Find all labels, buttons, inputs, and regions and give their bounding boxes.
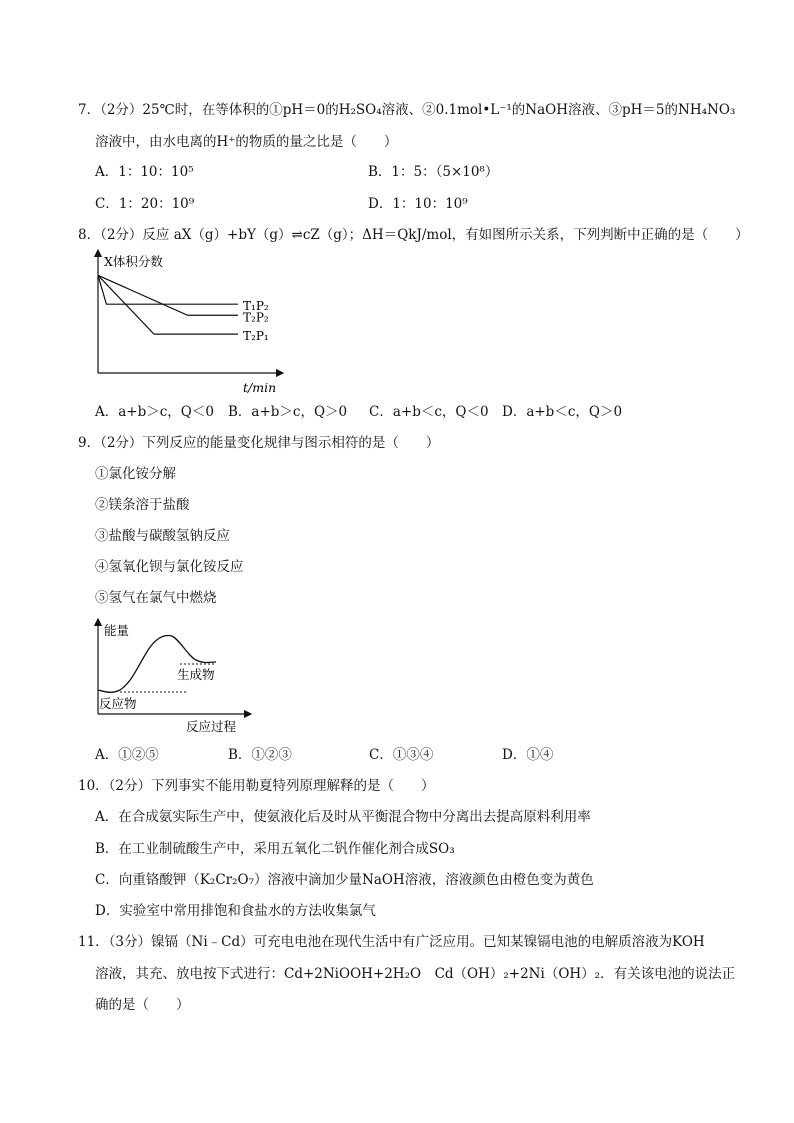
q9-item-3: ③盐酸与碳酸氢钠反应 — [95, 528, 230, 544]
q8-volume-fraction-graph — [88, 250, 298, 398]
q10-option-d: D．实验室中常用排饱和食盐水的方法收集氯气 — [95, 903, 376, 919]
q8-option-d: D．a+b＜c，Q＞0 — [502, 404, 623, 420]
q9-stem: 9．（2分）下列反应的能量变化规律与图示相符的是（ ） — [78, 435, 440, 451]
q9-item-2: ②镁条溶于盐酸 — [95, 497, 190, 513]
q9-energy-curve — [98, 636, 216, 693]
q10-option-c: C．向重铬酸钾（K₂Cr₂O₇）溶液中滴加少量NaOH溶液，溶液颜色由橙色变为黄色 — [95, 872, 594, 888]
q10-stem: 10．（2分）下列事实不能用勒夏特列原理解释的是（ ） — [78, 778, 435, 794]
q9-y-axis-label: 能量 — [104, 623, 130, 638]
q9-item-4: ④氢氧化钡与氯化铵反应 — [95, 559, 244, 575]
q8-curves — [98, 275, 269, 343]
q9-product-label: 生成物 — [177, 667, 215, 682]
q9-energy-diagram — [88, 618, 258, 738]
q10-option-a: A．在合成氨实际生产中，使氨液化后及时从平衡混合物中分离出去提高原料利用率 — [95, 809, 591, 825]
q8-y-axis-label: X体积分数 — [104, 254, 163, 269]
q7-option-d: D．1：10：10⁹ — [368, 196, 468, 212]
q11-stem-line1: 11．（3分）镍镉（Ni﹣Cd）可充电电池在现代生活中有广泛应用。已知某镍镉电池的电解质溶液为KOH — [78, 934, 705, 950]
q7-option-c: C．1：20：10⁹ — [95, 196, 195, 212]
q9-option-b: B．①②③ — [228, 747, 292, 763]
q9-option-d: D．①④ — [502, 747, 554, 763]
q8-curve-label-3: T₂P₁ — [243, 329, 269, 344]
q9-x-axis-label: 反应过程 — [186, 719, 237, 734]
q9-reactant-label: 反应物 — [99, 696, 137, 711]
q7-stem-line2: 溶液中，由水电离的H⁺的物质的量之比是（ ） — [95, 134, 398, 150]
q8-curve-label-2: T₂P₂ — [243, 310, 269, 325]
q11-stem-line3: 确的是（ ） — [95, 997, 190, 1013]
q7-option-a: A．1：10：10⁵ — [95, 164, 194, 180]
q8-curve-1 — [98, 275, 238, 304]
q8-option-a: A．a+b＞c，Q＜0 — [95, 404, 214, 420]
q8-stem: 8．（2分）反应 aX（g）+bY（g）⇌cZ（g）；ΔH＝QkJ/mol，有如图所示关系，下列判断中正确的是（ ） — [78, 227, 749, 243]
q7-option-b: B．1：5：（5×10⁸） — [368, 164, 499, 180]
q8-curve-2 — [98, 275, 238, 315]
q8-curve-label-1: T₁P₂ — [243, 299, 269, 314]
q9-item-1: ①氯化铵分解 — [95, 466, 176, 482]
q9-option-a: A．①②⑤ — [95, 747, 159, 763]
q8-option-c: C．a+b＜c，Q＜0 — [369, 404, 489, 420]
q10-option-b: B．在工业制硫酸生产中，采用五氧化二钒作催化剂合成SO₃ — [95, 841, 455, 857]
q11-stem-line2: 溶液，其充、放电按下式进行：Cd+2NiOOH+2H₂O Cd（OH）₂+2Ni（OH）₂．有关该电池的说法正 — [95, 966, 736, 982]
q7-stem-line1: 7．（2分）25℃时，在等体积的①pH＝0的H₂SO₄溶液、②0.1mol•L⁻¹的NaOH溶液、③pH＝5的NH₄NO₃ — [78, 102, 736, 118]
q8-x-axis-label: t/min — [243, 380, 277, 395]
q9-option-c: C．①③④ — [369, 747, 434, 763]
q8-option-b: B．a+b＞c，Q＞0 — [228, 404, 348, 420]
q9-item-5: ⑤氢气在氯气中燃烧 — [95, 590, 217, 606]
